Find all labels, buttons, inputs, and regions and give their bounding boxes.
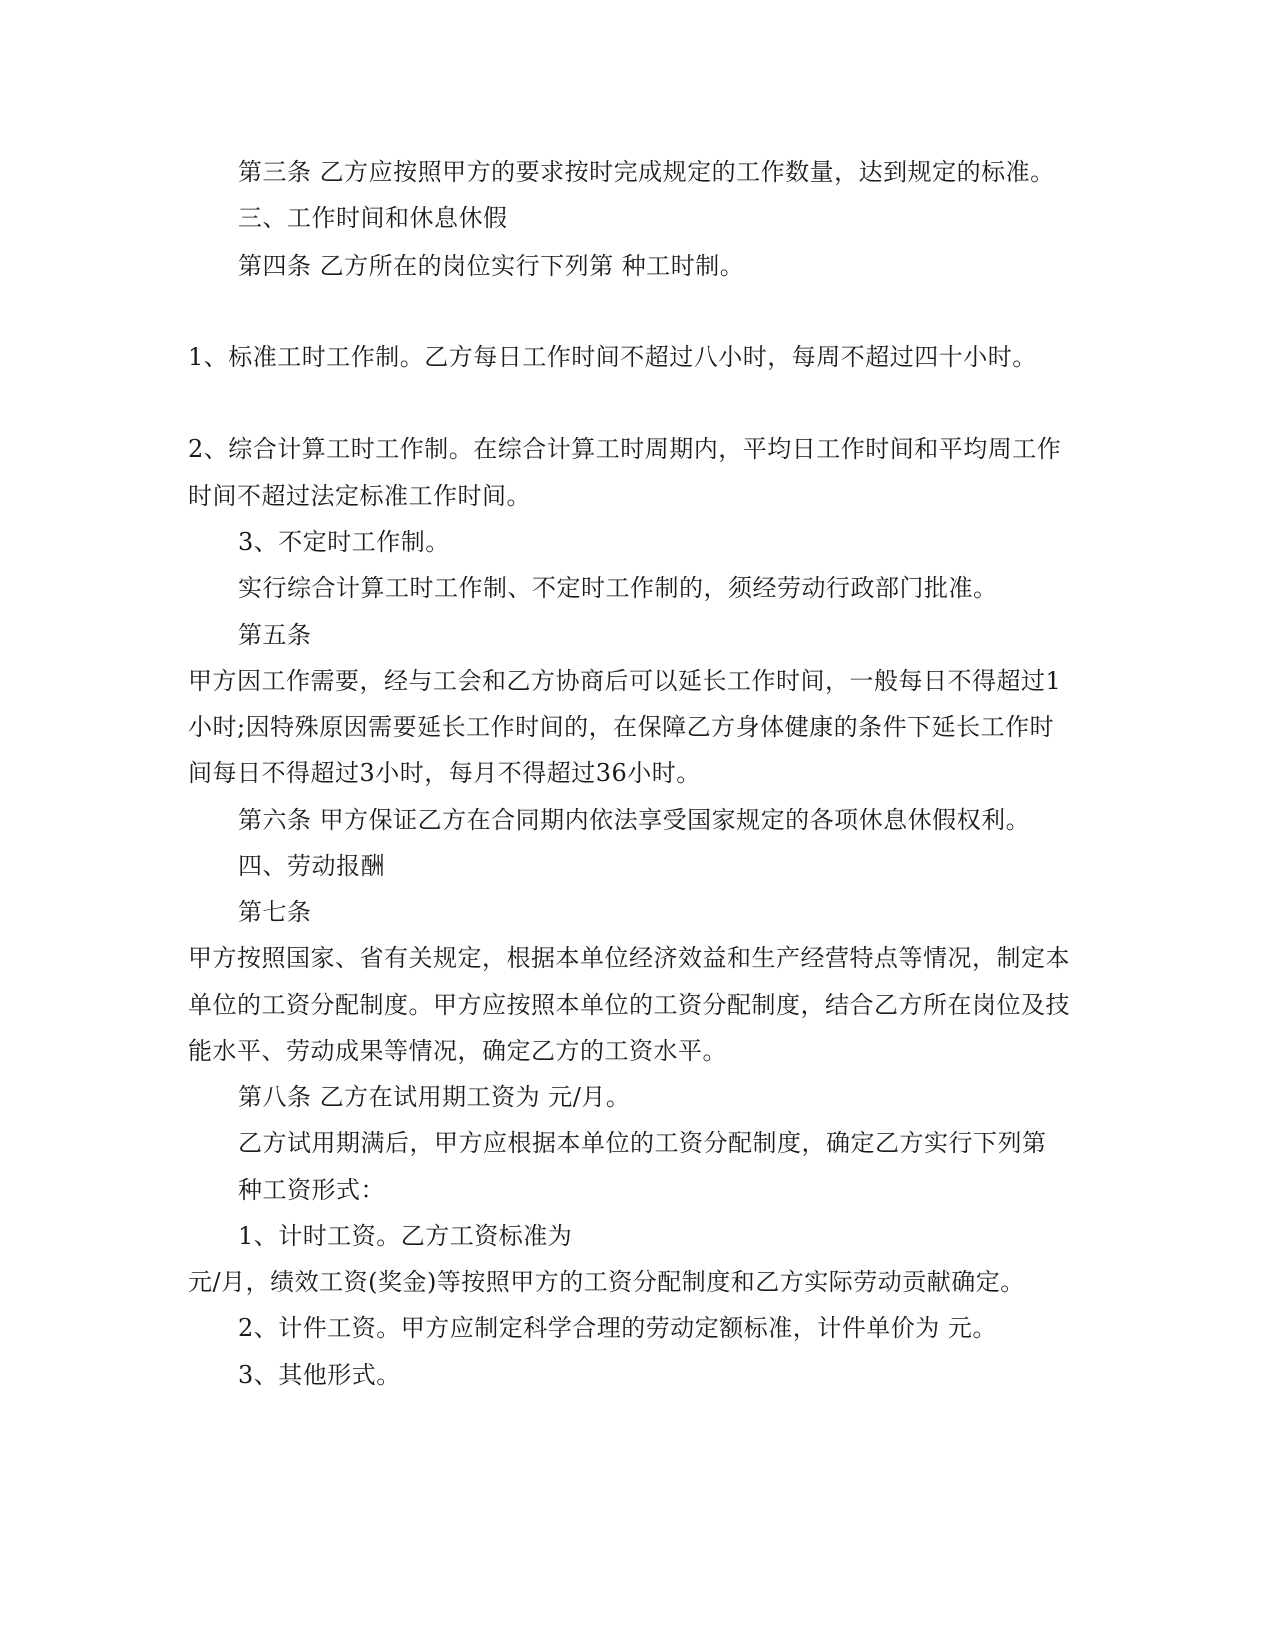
item-standard-hours: 1、标准工时工作制。乙方每日工作时间不超过八小时，每周不超过四十小时。 bbox=[188, 343, 1037, 371]
section-3-heading: 三、工作时间和休息休假 bbox=[238, 204, 508, 232]
item-other-form: 3、其他形式。 bbox=[238, 1361, 401, 1389]
article-5-line-1: 甲方因工作需要，经与工会和乙方协商后可以延长工作时间，一般每日不得超过1 bbox=[188, 667, 1062, 695]
article-7-line-2: 单位的工资分配制度。甲方应按照本单位的工资分配制度，结合乙方所在岗位及技 bbox=[188, 991, 1070, 1019]
item-piece-wage: 2、计件工资。甲方应制定科学合理的劳动定额标准，计件单价为 元。 bbox=[238, 1314, 997, 1342]
article-7-heading: 第七条 bbox=[238, 898, 312, 926]
article-8-wage-form-line-1: 乙方试用期满后，甲方应根据本单位的工资分配制度，确定乙方实行下列第 bbox=[238, 1129, 1047, 1157]
item-comprehensive-hours-cont: 时间不超过法定标准工作时间。 bbox=[188, 482, 531, 510]
item-hourly-wage: 1、计时工资。乙方工资标准为 bbox=[238, 1222, 573, 1250]
article-7-line-1: 甲方按照国家、省有关规定，根据本单位经济效益和生产经营特点等情况，制定本 bbox=[188, 944, 1070, 972]
article-5-line-2: 小时;因特殊原因需要延长工作时间的，在保障乙方身体健康的条件下延长工作时 bbox=[188, 713, 1055, 741]
section-4-heading: 四、劳动报酬 bbox=[238, 852, 385, 880]
article-7-line-3: 能水平、劳动成果等情况，确定乙方的工资水平。 bbox=[188, 1037, 727, 1065]
item-flexible-hours: 3、不定时工作制。 bbox=[238, 528, 450, 556]
article-5-heading: 第五条 bbox=[238, 621, 312, 649]
article-6: 第六条 甲方保证乙方在合同期内依法享受国家规定的各项休息休假权利。 bbox=[238, 806, 1031, 834]
item-comprehensive-hours: 2、综合计算工时工作制。在综合计算工时周期内，平均日工作时间和平均周工作 bbox=[188, 435, 1062, 463]
item-hourly-wage-cont: 元/月，绩效工资(奖金)等按照甲方的工资分配制度和乙方实际劳动贡献确定。 bbox=[188, 1268, 1025, 1296]
article-4: 第四条 乙方所在的岗位实行下列第 种工时制。 bbox=[238, 252, 745, 280]
article-8-wage-form-line-2: 种工资形式： bbox=[238, 1176, 385, 1204]
article-3: 第三条 乙方应按照甲方的要求按时完成规定的工作数量，达到规定的标准。 bbox=[238, 158, 1055, 186]
article-8: 第八条 乙方在试用期工资为 元/月。 bbox=[238, 1083, 631, 1111]
article-5-line-3: 间每日不得超过3小时，每月不得超过36小时。 bbox=[188, 759, 701, 787]
approval-note: 实行综合计算工时工作制、不定时工作制的，须经劳动行政部门批准。 bbox=[238, 574, 998, 602]
